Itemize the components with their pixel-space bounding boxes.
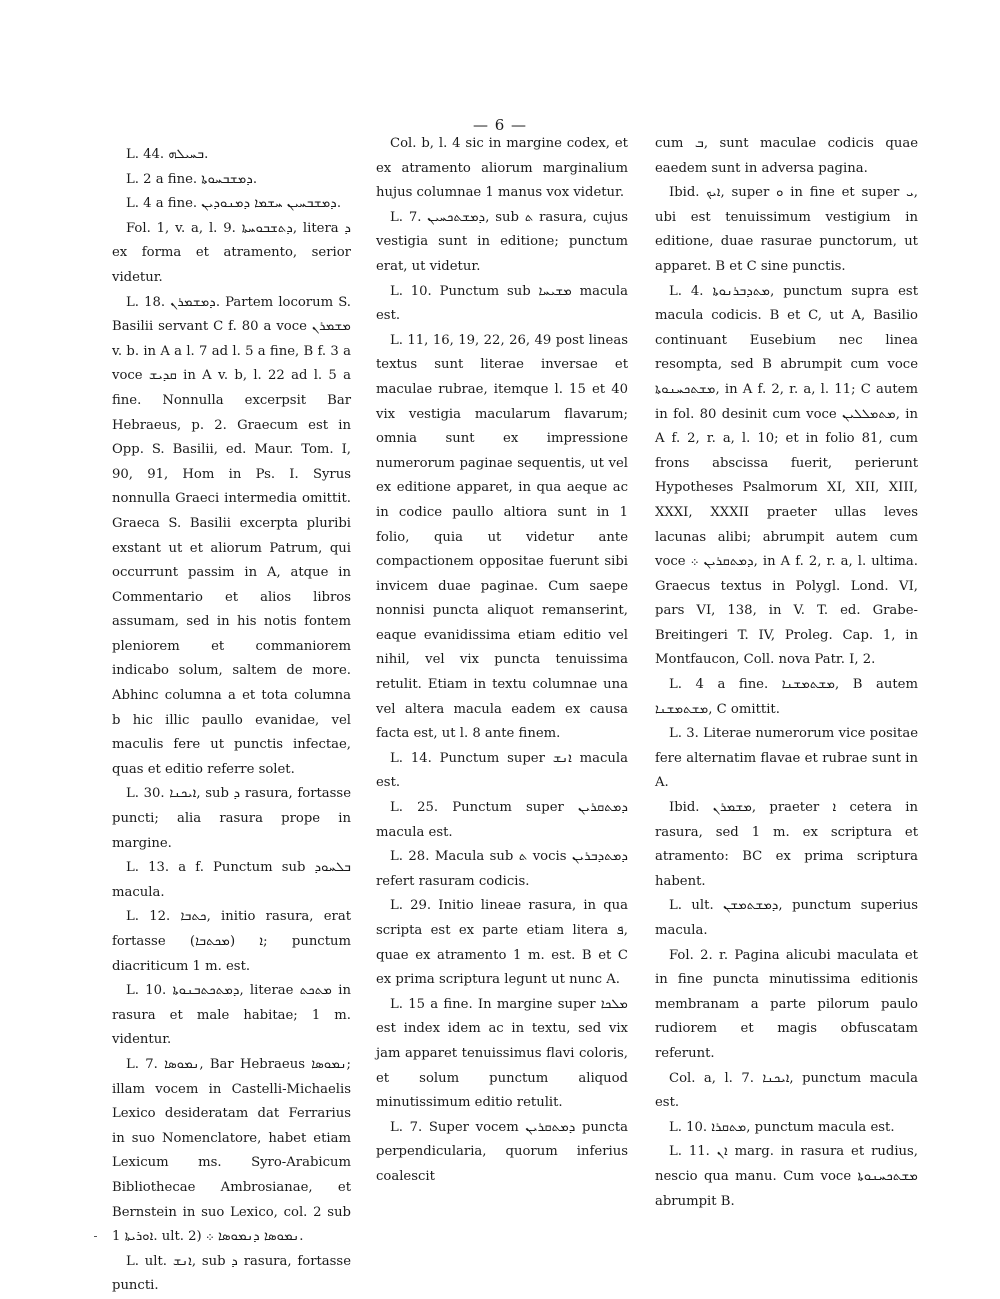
note-paragraph: L. 12. ܟܬܒܐ, initio rasura, erat fortasse ܐ (ܡܟܬܒܐ); punctum diacriticum 1 m. est. xyxy=(112,909,351,974)
note-paragraph: L. 15 a fine. In margine super ܡܠܟܐ est index idem ac in textu, sed vix jam apparet tenuissimus flavi coloris, et solum punctum aliquod minutissimum editio retulit. xyxy=(376,996,628,1111)
note-paragraph: L. 7. ܢܡܘܣܐ, Bar Hebraeus ܢܡܘܣܐ; illam vocem in Castelli-Michaelis Lexico desideratam dat Ferrarius in suo Nomenclatore, habet etiam Lexicum ms. Syro-Arabicum Bibliothecae Ambrosianae, et Bernstein in suo Lexico, col. 2 sub ܐܘܪܝܬܐ 1. ult. 2) ܢܡܘܣܐ ܕܢܡܘܣܐ ܀. xyxy=(112,1056,351,1245)
page-number: — 6 — xyxy=(472,116,528,134)
note-paragraph: L. 11. ܐܢ marg. in rasura et rudius, nescio qua manu. Cum voce ܡܫܬܟܚܢܘܬܐ abrumpit B. xyxy=(655,1144,918,1209)
note-paragraph: Col. b, l. 4 sic in margine codex, et ex atramento aliorum marginalium hujus columnae 1 manus vox videtur. xyxy=(376,136,628,201)
note-paragraph: L. 13. a f. Punctum sub ܒܠܚܘܕ macula. xyxy=(112,860,351,900)
note-paragraph: L. ult. ܕܡܫܬܡܫܢ, punctum superius macula. xyxy=(655,898,918,938)
note-paragraph: L. 2 a fine. ܕܡܫܒܚܘܬܐ. xyxy=(126,171,258,187)
note-paragraph: L. 4 a fine. ܡܫܬܡܫܢܐ, B autem ܡܫܬܡܫܢܐ, C omittit. xyxy=(655,677,918,717)
note-paragraph: L. ult. ܐܢܫ, sub ܕ rasura, fortasse puncti. xyxy=(112,1253,352,1294)
note-paragraph: L. 10. ܡܬܩܪܐ, punctum macula est. xyxy=(669,1119,895,1135)
note-paragraph: Fol. 1, v. a, l. 9. ܕܬܫܒܘܚܬܐ, litera ܕ ex forma et atramento, serior videtur. xyxy=(112,220,352,285)
note-paragraph: L. 18. ܕܡܫܡܪܢ. Partem locorum S. Basilii servant C f. 80 a voce ܡܫܡܪܢ v. b. in A a l. 7 ad l. 5 a fine, B f. 3 a voce ܩܕܝܫ in A v. b, l. 22 ad l. 5 a fine. Nonnulla excerpsit Bar Hebraeus, p. 2. Graecum est in Opp. S. Basilii, ed. Maur. Tom. I, 90, 91, Hom in Ps. I. Syrus nonnulla Graeci intermedia omittit. Graeca S. Basilii excerpta pluribi exstant ut et aliorum Patrum, qui occurrunt passim in A, atque in Commentario et alios libros assumam, sed in his notis fontem pleniorem et commaniorem indicabo solum, saltem de more. Abhinc columna a et tota columna b hic illic paullo evanidae, vel maculis fere ut punctis infectae, quas et editio referre solet. xyxy=(112,294,351,777)
note-paragraph: L. 44. ܒܚܝܠܗ. xyxy=(126,147,209,162)
note-paragraph: L. 28. Macula sub ܬ vocis ܕܡܬܕܒܪܝܢ refert rasuram codicis. xyxy=(376,849,628,889)
note-paragraph: L. 25. Punctum super ܕܡܬܩܪܝܢ macula est. xyxy=(376,800,628,840)
note-paragraph: L. 4 a fine. ܕܡܫܒܚܝܢ ܚܫܡܐ ܕܡܢܘܕܝܢ. xyxy=(126,196,342,212)
note-paragraph: L. 7. ܕܡܫܬܟܚܝܢ, sub ܬ rasura, cujus vestigia sunt in editione; punctum erat, ut videtur. xyxy=(376,209,629,274)
note-paragraph: L. 14. Punctum super ܐܢܫ macula est. xyxy=(376,750,628,791)
note-paragraph: Ibid. ܐܝܟ, super ܘ in fine et super ܝ, ubi est tenuissimum vestigium in editione, duae rasurae punctorum, ut apparet. B et C sine punctis. xyxy=(655,185,918,274)
column-middle xyxy=(376,132,628,1190)
note-paragraph: L. 29. Initio lineae rasura, in qua scripta est ex parte etiam litera ܦ, quae ex atramento 1 m. est. B et C ex prima scriptura legunt ut nunc A. xyxy=(376,898,628,988)
note-paragraph: L. 4. ܡܬܕܒܪܢܘܬܐ, punctum supra est macula codicis. B et C, ut A, Basilio continuant Eusebium nec linea resompta, sed B abrumpit cum voce ܡܫܬܟܚܢܘܬܐ, in A f. 2, r. a, l. 11; C autem in fol. 80 desinit cum voce ܡܬܡܠܠܝܢ, in A f. 2, r. a, l. 10; et in folio 81, cum frons abscissa fuerit, perierunt Hypotheses Psalmorum XI, XII, XIII, XXXI, XXXII praeter ullas leves lacunas alibi; abrumpit autem cum voce ܕܡܬܩܪܝܢ ܀, in A f. 2, r. a, l. ultima. Graecus textus in Polygl. Lond. VI, pars VI, 138, in V. T. ed. Grabe-Breitingeri T. IV, Proleg. Cap. 1, in Montfaucon, Coll. nova Patr. I, 2. xyxy=(655,283,918,668)
column-right xyxy=(655,132,918,1214)
column-left xyxy=(112,143,351,1299)
note-paragraph: L. 3. Literae numerorum vice positae fere alternatim flavae et rubrae sunt in A. xyxy=(655,726,918,791)
note-paragraph: L. 11, 16, 19, 22, 26, 49 post lineas textus sunt literae inversae et maculae rubrae, itemque l. 15 et 40 vix vestigia macularum flavarum; omnia sunt ex impressione numerorum paginae sequentis, ut vel ex editione apparet, in qua aeque ac in codice paullo altiora sunt in 1 folio, quia ut videtur ante compactionem oppositae fuerunt sibi invicem duae paginae. Cum saepe nonnisi puncta aliquot remanserint, eaque evanidissima etiam editio vel nihil, vel vix puncta tenuissima retulit. Etiam in textu columnae una vel altera macula eadem ex causa facta est, ut l. 8 ante finem. xyxy=(376,332,628,742)
note-paragraph: Col. a, l. 7. ܐܝܟܢܐ, punctum macula est. xyxy=(655,1070,918,1111)
note-paragraph: L. 10. ܕܡܬܟܬܒܢܘܬܐ, literae ܡܬܟܬ in rasura et male habitae; 1 m. videntur. xyxy=(112,983,351,1048)
note-paragraph: L. 7. Super vocem ܕܡܬܩܪܝܢ puncta perpendicularia, quorum inferius coalescit xyxy=(376,1119,628,1184)
note-paragraph: Fol. 2. r. Pagina alicubi maculata et in fine puncta minutissima editionis membranam a parte pilorum paulo rudiorem et magis obfuscatam referunt. xyxy=(655,947,918,1061)
note-paragraph: L. 10. Punctum sub ܡܫܝܚܐ macula est. xyxy=(376,283,628,324)
note-paragraph: Ibid. ܡܫܡܪܢ, praeter ܐ cetera in rasura, sed 1 m. ex scriptura et atramento: BC ex prima scriptura habent. xyxy=(655,800,918,889)
stray-ink-mark xyxy=(94,1236,97,1237)
note-paragraph: cum ܒ, sunt maculae codicis quae eaedem sunt in adversa pagina. xyxy=(655,136,918,176)
note-paragraph: L. 30. ܐܝܟܢܐ, sub ܕ rasura, fortasse puncti; alia rasura prope in margine. xyxy=(112,786,352,851)
